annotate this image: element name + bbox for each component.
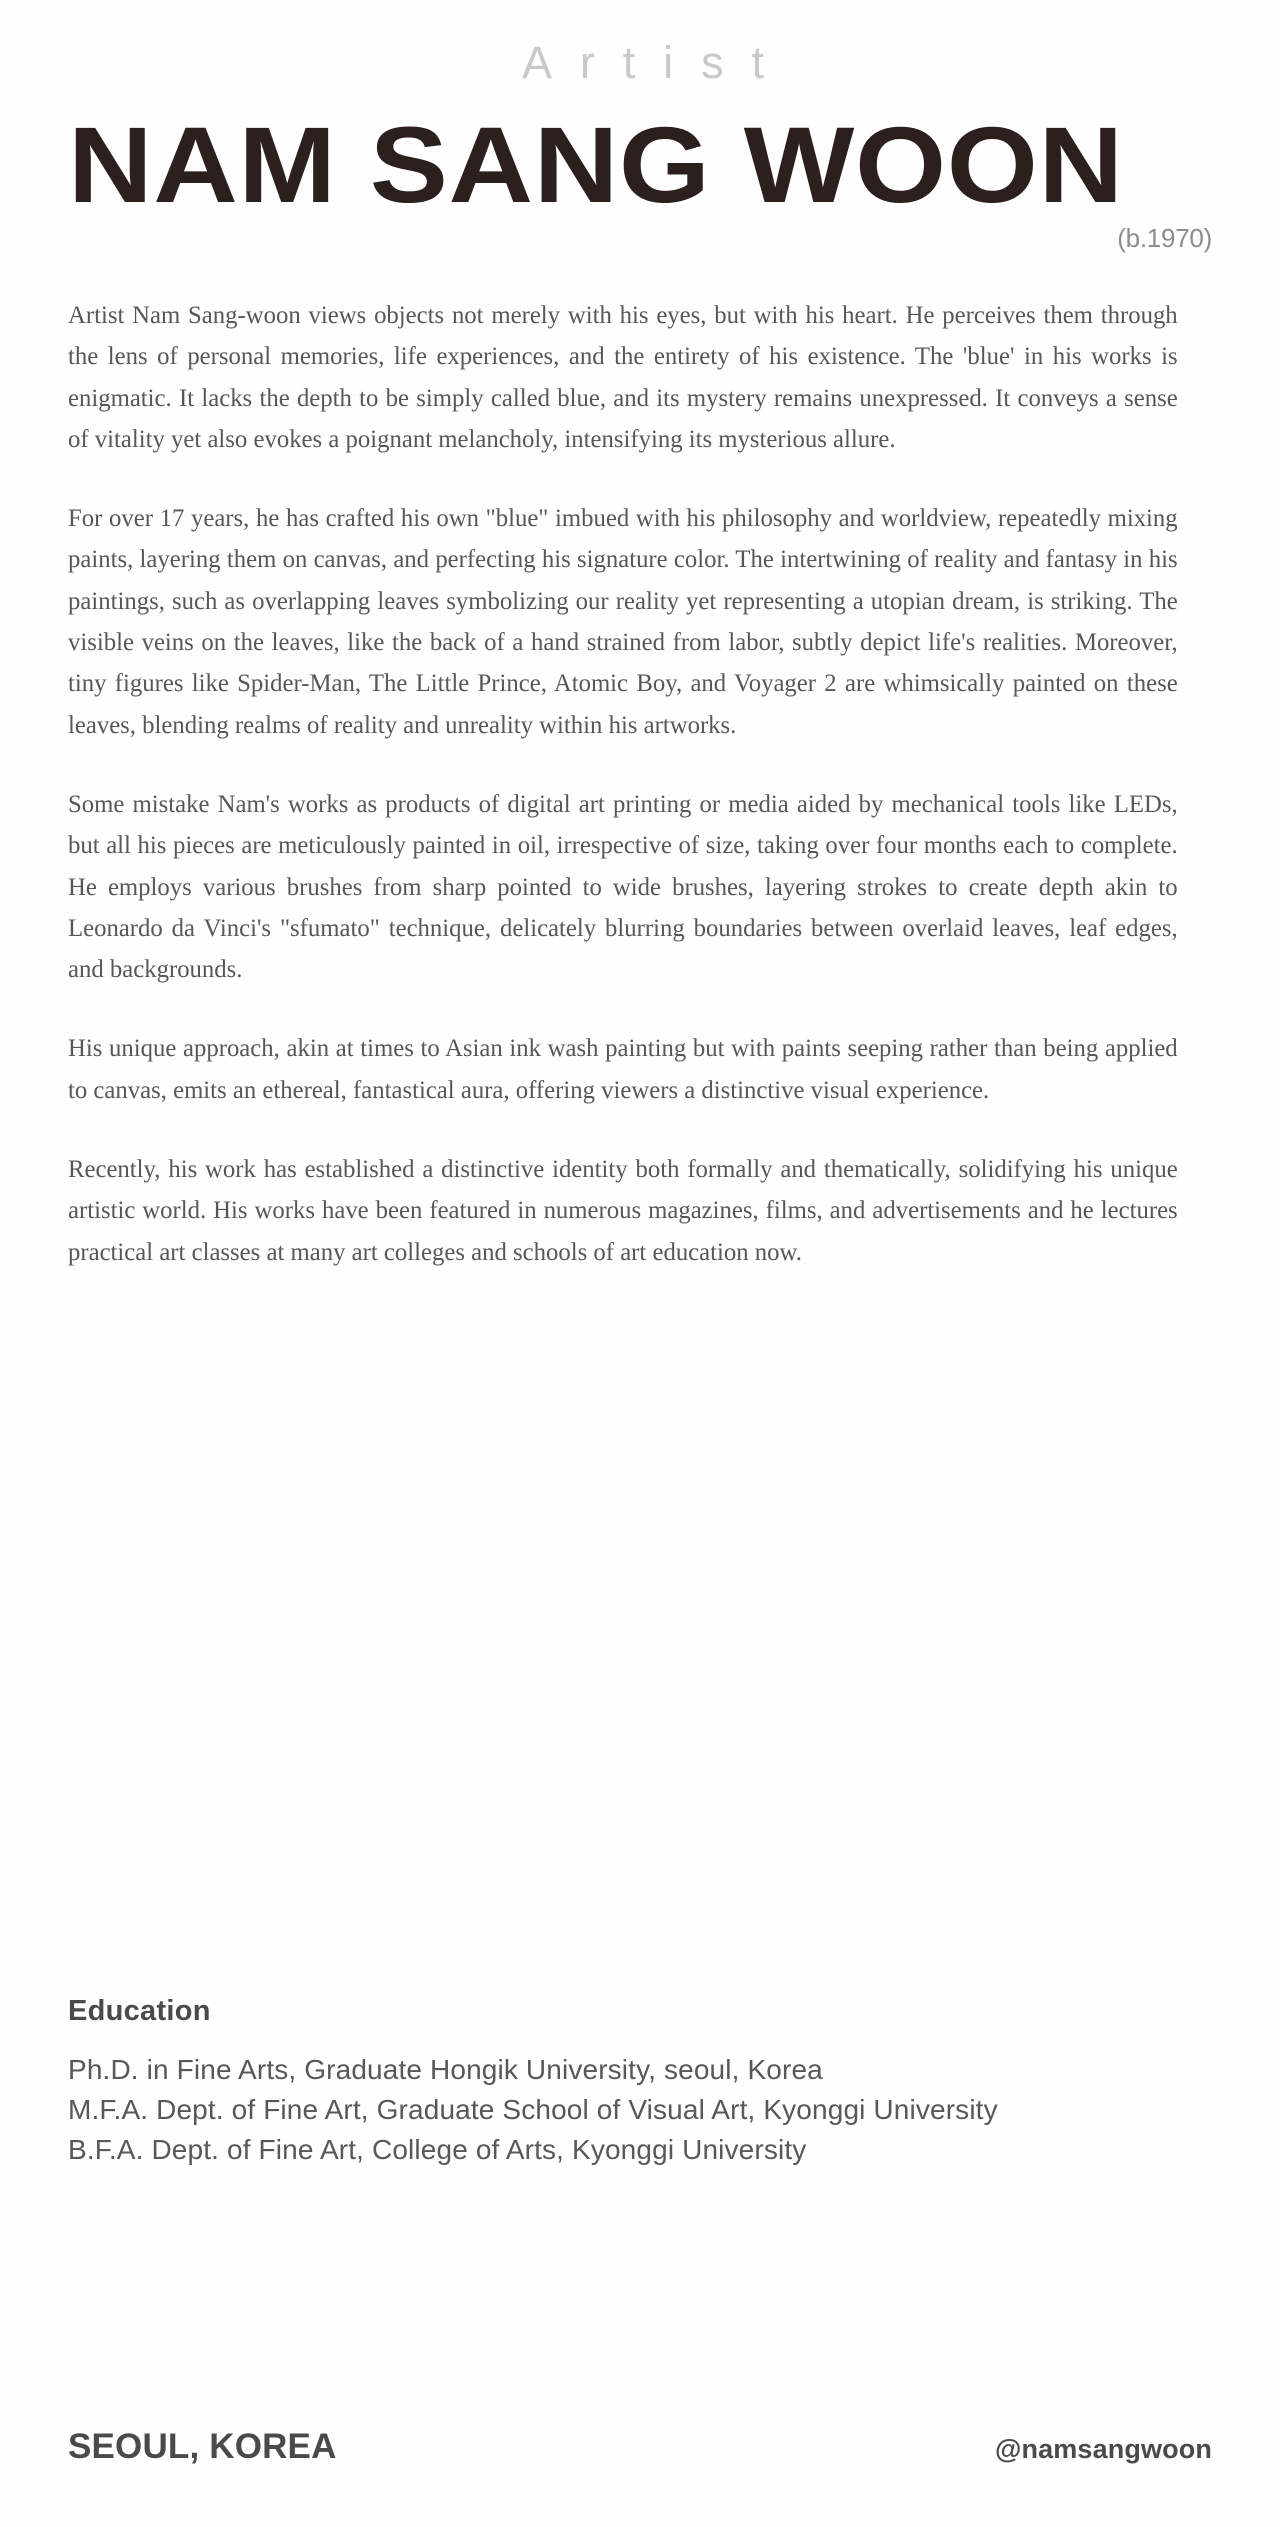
education-list-item: Ph.D. in Fine Arts, Graduate Hongik University, seoul, Korea: [68, 2054, 823, 2085]
bio-paragraph: Recently, his work has established a distinctive identity both formally and thematically, solidifying his unique artistic world. His works have been featured in numerous magazines, films, and advertisements and he lectures practical art classes at many art colleges and schools of art education now.: [68, 1154, 1178, 1266]
bio-paragraph: Some mistake Nam's works as products of digital art printing or media aided by mechanical tools like LEDs, but all his pieces are meticulously painted in oil, irrespective of size, taking over four months each to complete. He employs various brushes from sharp pointed to wide brushes, layering strokes to create depth akin to Leonardo da Vinci's "sfumato" technique, delicately blurring boundaries between overlaid leaves, leaf edges, and backgrounds.: [68, 788, 1178, 984]
eyebrow-label: Artist: [521, 37, 792, 88]
education-list-item: M.F.A. Dept. of Fine Art, Graduate School of Visual Art, Kyonggi University: [68, 2093, 998, 2125]
education-heading: Education: [68, 1995, 211, 2027]
page-header: [68, 0, 1212, 254]
footer-social-handle[interactable]: @namsangwoon: [995, 2434, 1212, 2464]
education-list-item: B.F.A. Dept. of Fine Art, College of Arts, Kyonggi University: [68, 2133, 807, 2165]
page-footer: [68, 2427, 1212, 2467]
education-list: [68, 2050, 1212, 2169]
birth-year: (b.1970): [1117, 223, 1212, 253]
footer-location: SEOUL, KOREA: [68, 2427, 337, 2466]
page-title: NAM SANG WOON: [68, 104, 1124, 225]
bio-paragraph: For over 17 years, he has crafted his own "blue" imbued with his philosophy and worldview, repeatedly mixing paints, layering them on canvas, and perfecting his signature color. The intertwining of reality and fantasy in his paintings, such as overlapping leaves symbolizing our reality yet representing a utopian dream, is striking. The visible veins on the leaves, like the back of a hand strained from labor, subtly depict life's realities. Moreover, tiny figures like Spider-Man, The Little Prince, Atomic Boy, and Voyager 2 are whimsically painted on these leaves, blending realms of reality and unreality within his artworks.: [68, 503, 1178, 739]
artist-biography: [68, 294, 1212, 1272]
education-section: [68, 1995, 1212, 2169]
bio-paragraph: Artist Nam Sang-woon views objects not merely with his eyes, but with his heart. He perceives them through the lens of personal memories, life experiences, and the entirety of his existence. The 'blue' in his works is enigmatic. It lacks the depth to be simply called blue, and its mystery remains unexpressed. It conveys a sense of vitality yet also evokes a poignant melancholy, intensifying its mysterious allure.: [68, 300, 1178, 453]
bio-paragraph: His unique approach, akin at times to Asian ink wash painting but with paints seeping rather than being applied to canvas, emits an ethereal, fantastical aura, offering viewers a distinctive visual experience.: [68, 1033, 1178, 1104]
